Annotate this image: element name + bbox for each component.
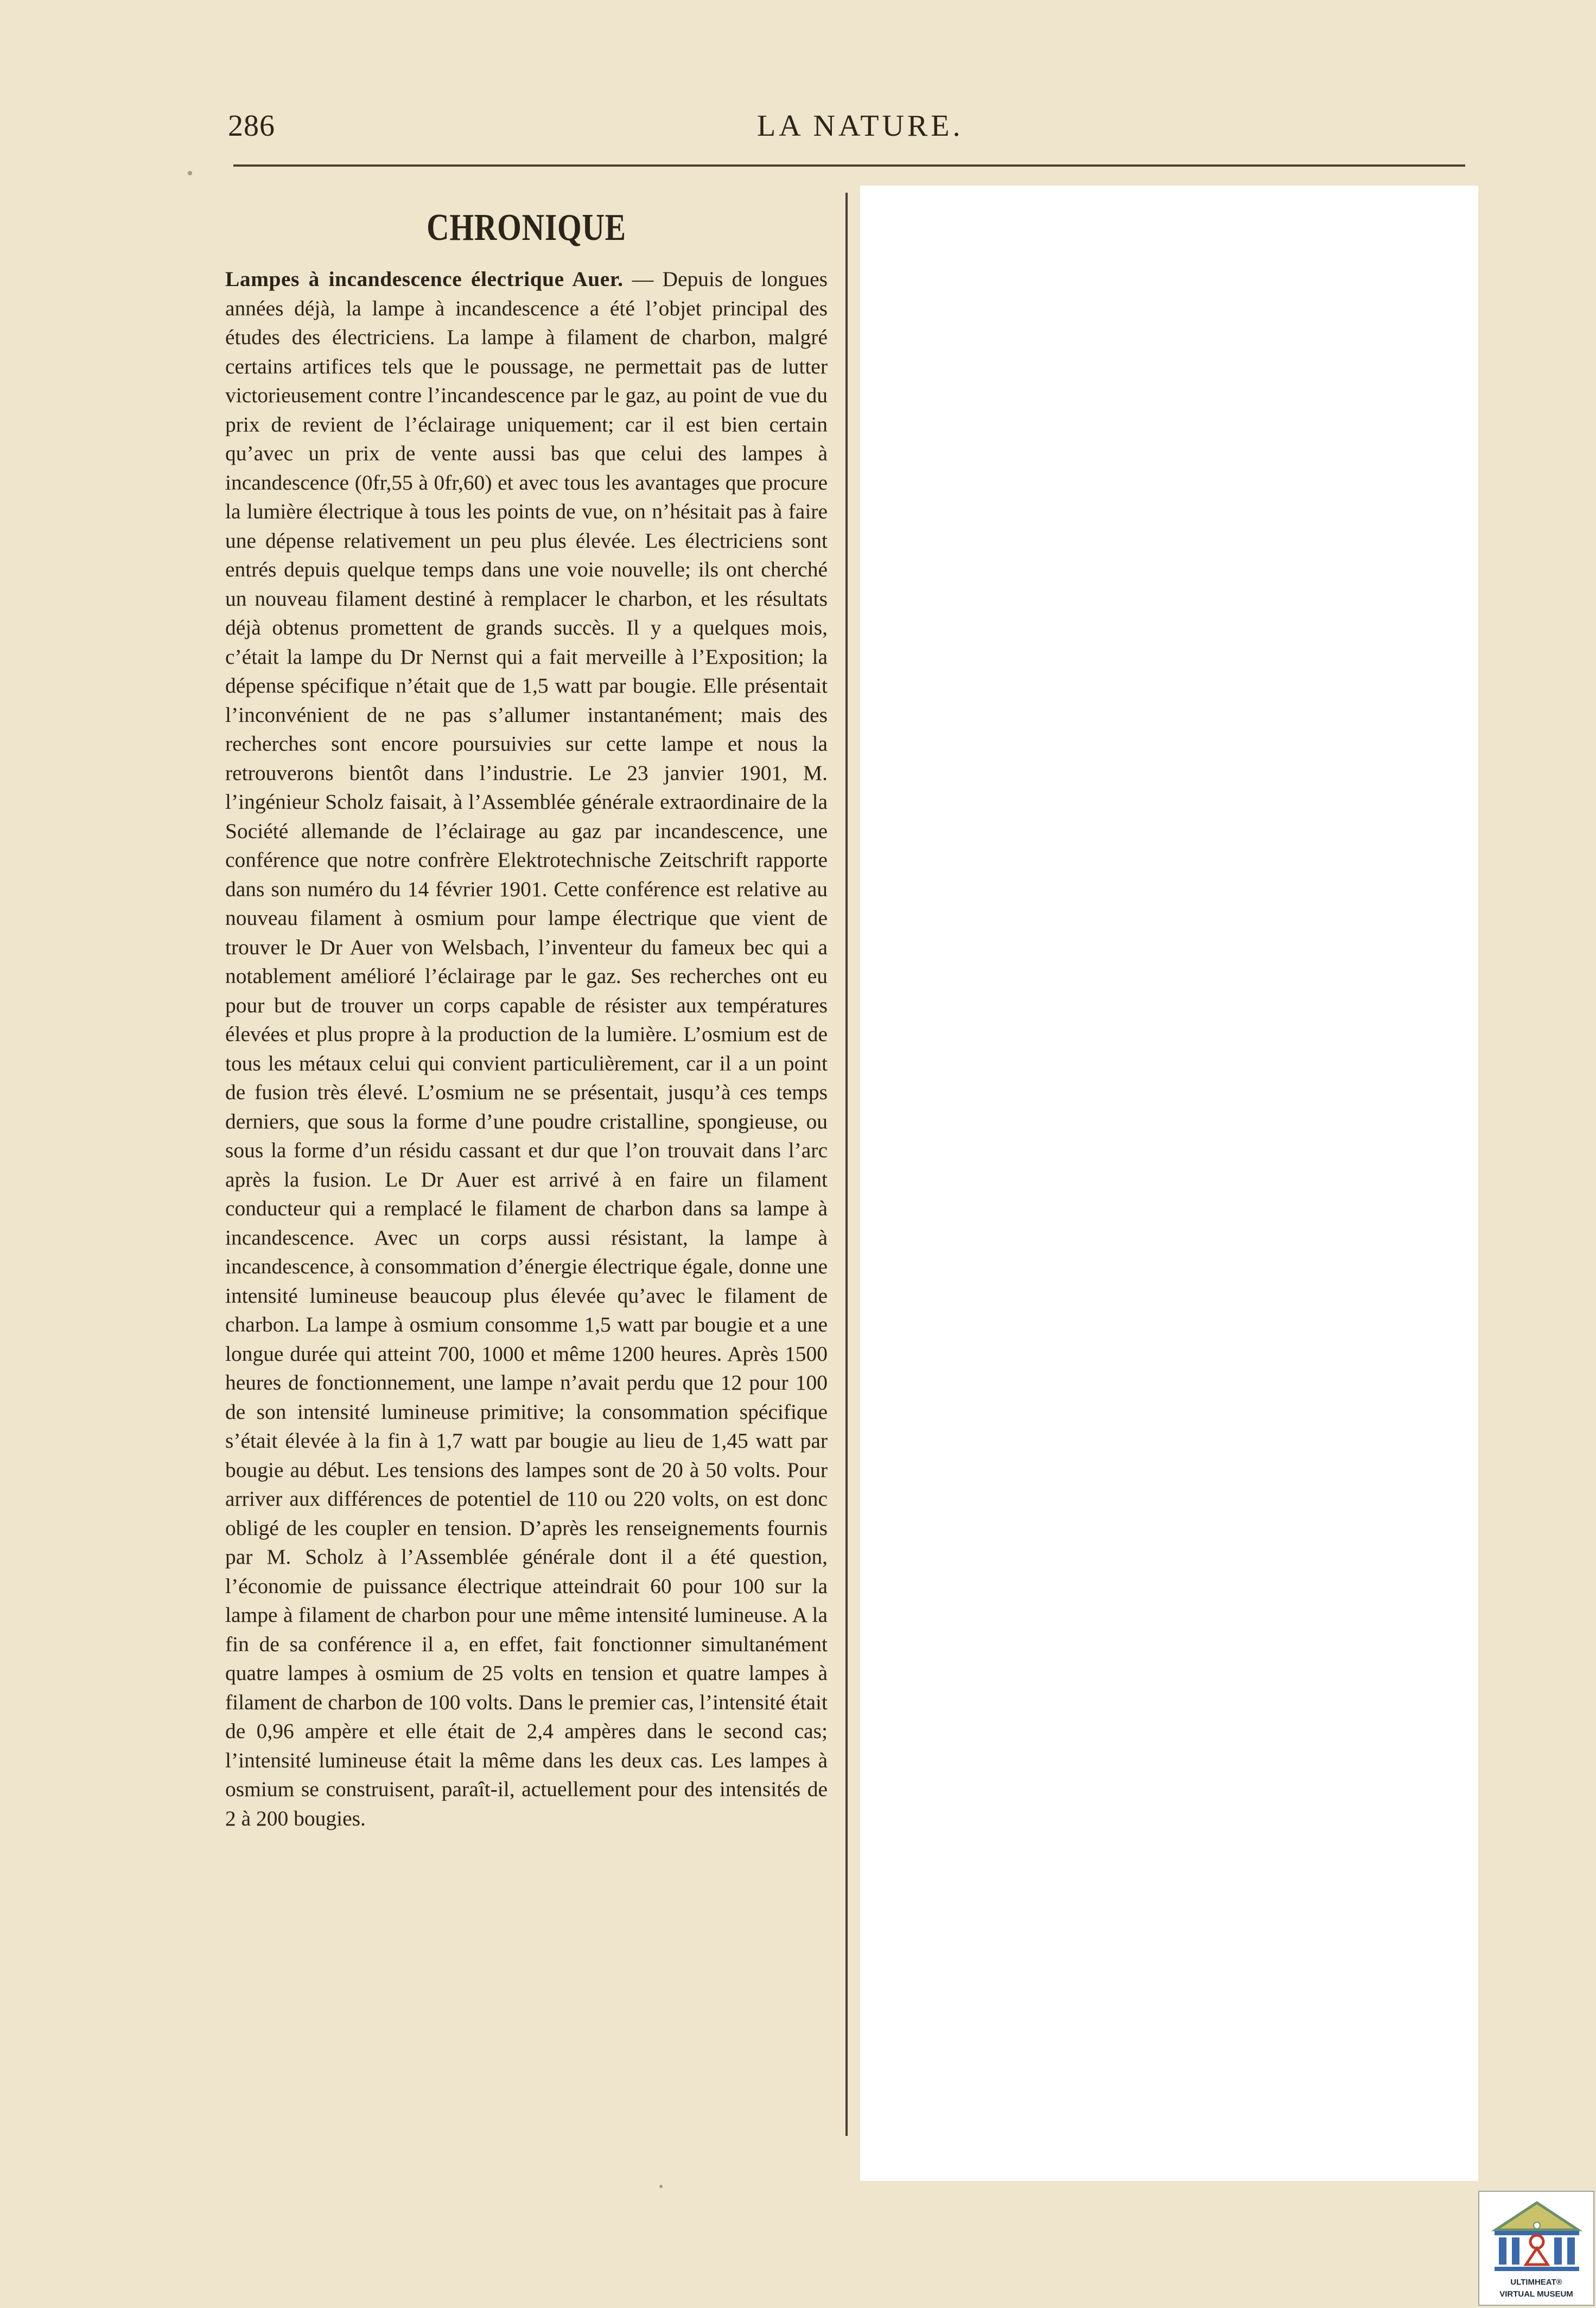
article-column <box>225 206 828 1833</box>
article-lead-title: Lampes à incandescence électrique Auer. <box>225 267 624 291</box>
blank-area <box>860 186 1478 2181</box>
article-text: — Depuis de longues années déjà, la lampe à incandescence a été l’objet principal des études des électriciens. La lampe à filament de charbon, malgré certains artifices tels que le poussage, ne permettait pas de lutter victorieusement contre l’incandescence par le gaz, au point de vue du prix de revient de l’éclairage uniquement; car il est bien certain qu’avec un prix de vente aussi bas que celui des lampes à incandescence (0fr,55 à 0fr,60) et avec tous les avantages que procure la lumière électrique à tous les points de vue, on n’hésitait pas à faire une dépense relativement un peu plus élevée. Les électriciens sont entrés depuis quelque temps dans une voie nouvelle; ils ont cherché un nouveau filament destiné à remplacer le charbon, et les résultats déjà obtenus promettent de grands succès. Il y a quelques mois, c’était la lampe du Dr Nernst qui a fait merveille à l’Exposition; la dépense spécifique n’était que de 1,5 watt par bougie. Elle présentait l’inconvénient de ne pas s’allumer instantanément; mais des recherches sont encore poursuivies sur cette lampe et nous la retrouverons bientôt dans l’industrie. Le 23 janvier 1901, M. l’ingénieur Scholz faisait, à l’Assemblée générale extraordinaire de la Société allemande de l’éclairage au gaz par incandescence, une conférence que notre confrère Elektrotechnische Zeitschrift rapporte dans son numéro du 14 février 1901. Cette conférence est relative au nouveau filament à osmium pour lampe électrique que vient de trouver le Dr Auer von Welsbach, l’inventeur du fameux bec qui a notablement amélioré l’éclairage par le gaz. Ses recherches ont eu pour but de trouver un corps capable de résister aux températures élevées et plus propre à la production de la lumière. L’osmium est de tous les métaux celui qui convient particulièrement, car il a un point de fusion très élevé. L’osmium ne se présentait, jusqu’à ces temps derniers, que sous la forme d’une poudre cristalline, spongieuse, ou sous la forme d’un résidu cassant et dur que l’on trouvait dans l’arc après la fusion. Le Dr Auer est arrivé à en faire un filament conducteur qui a remplacé le filament de charbon dans sa lampe à incandescence. Avec un corps aussi résistant, la lampe à incandescence, à consommation d’énergie électrique égale, donne une intensité lumineuse beaucoup plus élevée qu’avec le filament de charbon. La lampe à osmium consomme 1,5 watt par bougie et a une longue durée qui atteint 700, 1000 et même 1200 heures. Après 1500 heures de fonctionnement, une lampe n’avait perdu que 12 pour 100 de son intensité lumineuse primitive; la consommation spécifique s’était élevée à la fin à 1,7 watt par bougie au lieu de 1,45 watt par bougie au début. Les tensions des lampes sont de 20 à 50 volts. Pour arriver aux différences de potentiel de 110 ou 220 volts, on est donc obligé de les coupler en tension. D’après les renseignements fournis par M. Scholz à l’Assemblée générale dont il a été question, l’économie de puissance électrique atteindrait 60 pour 100 sur la lampe à filament de charbon pour une même intensité lumineuse. A la fin de sa conférence il a, en effet, fait fonctionner simultanément quatre lampes à osmium de 25 volts en tension et quatre lampes à filament de charbon de 100 volts. Dans le premier cas, l’intensité était de 0,96 ampère et elle était de 2,4 ampères dans le second cas; l’intensité lumineuse était la même dans les deux cas. Les lampes à osmium se construisent, paraît-il, actuellement pour des intensités de 2 à 200 bougies. <box>225 267 828 1830</box>
header-rule <box>233 164 1465 167</box>
paper-speck <box>659 2185 663 2188</box>
section-title: CHRONIQUE <box>427 207 626 249</box>
paper-speck <box>188 171 192 175</box>
page-number: 286 <box>228 109 275 143</box>
article-body <box>225 265 828 1833</box>
museum-building-icon <box>1489 2197 1585 2273</box>
column-rule <box>845 193 848 2136</box>
journal-title: LA NATURE. <box>757 109 964 143</box>
museum-logo <box>1478 2191 1594 2306</box>
logo-text-line2: VIRTUAL MUSEUM <box>1499 2290 1573 2299</box>
logo-text-line1: ULTIMHEAT® <box>1510 2278 1562 2287</box>
